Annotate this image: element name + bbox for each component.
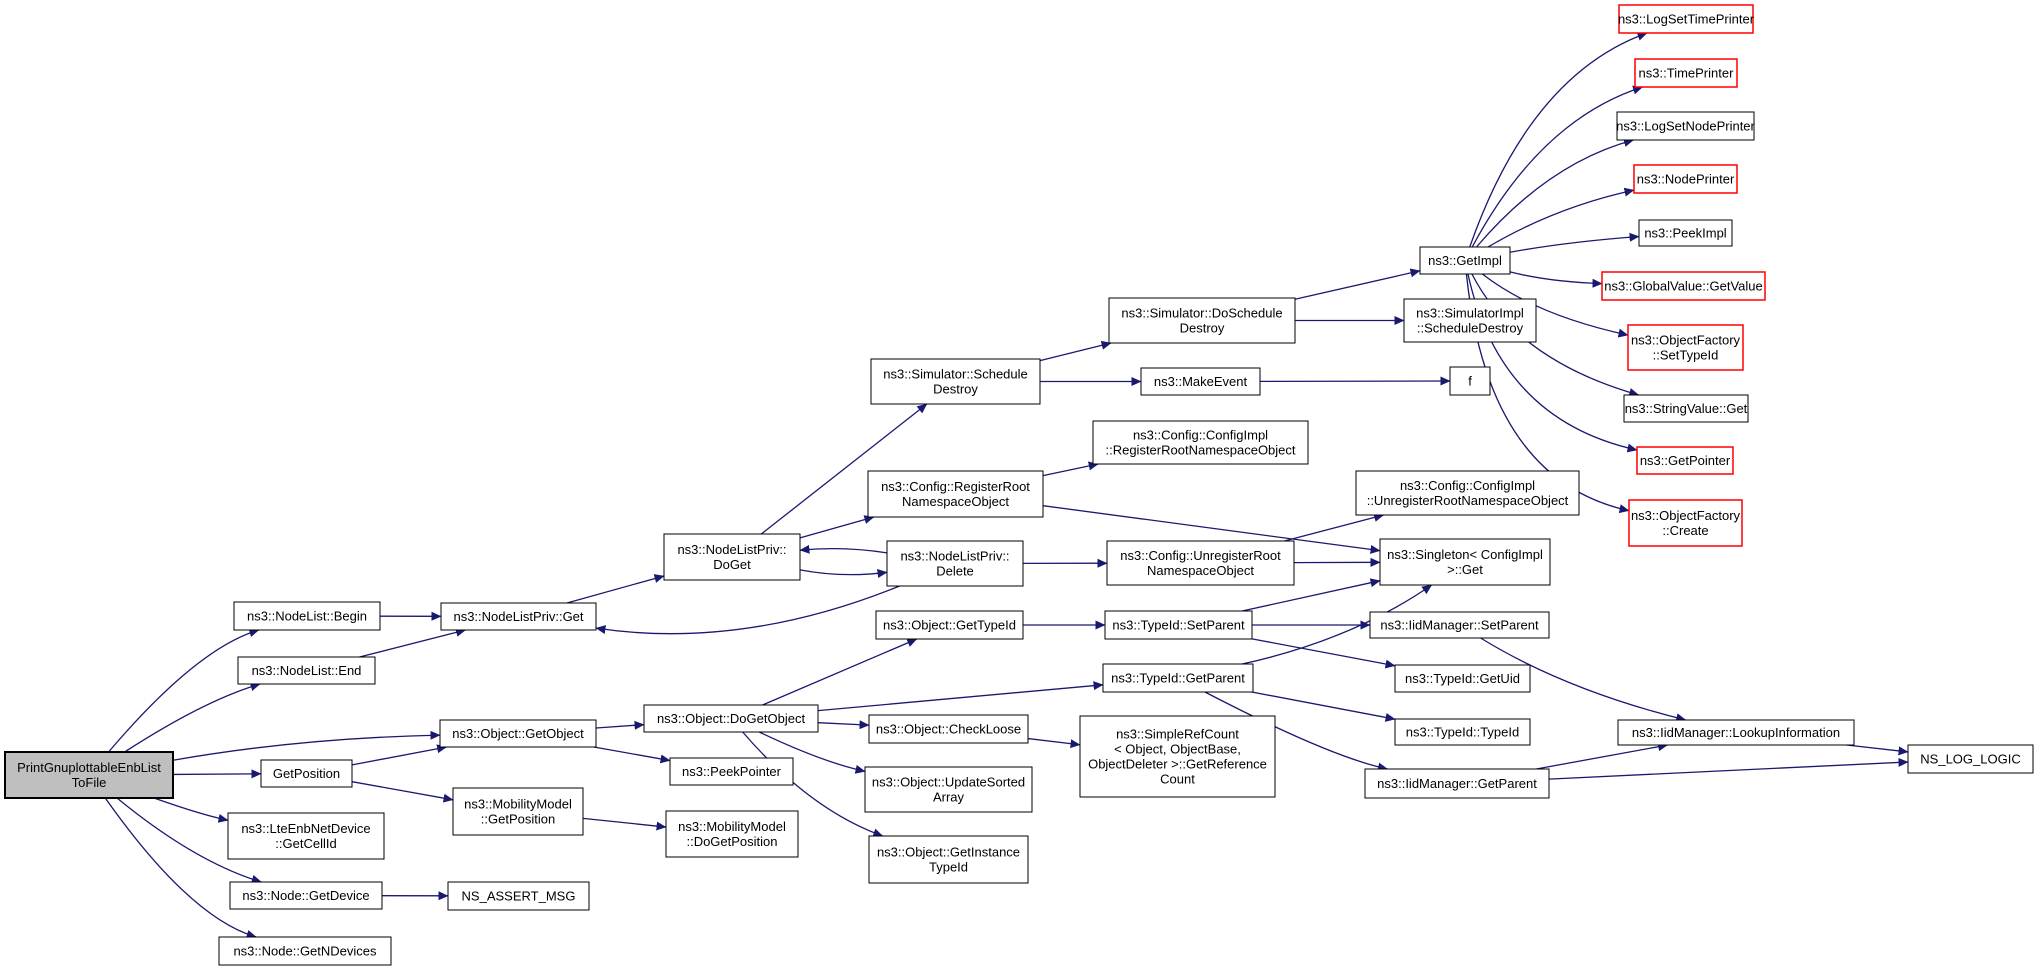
- edge-obj_checkloose-simplerefcount: [1028, 739, 1080, 745]
- edge-root-getposition: [173, 774, 261, 775]
- node-sim_doscheduledestroy-label-1: Destroy: [1179, 320, 1225, 336]
- node-simplerefcount-label-2: ObjectDeleter >::GetReference: [1088, 756, 1267, 772]
- node-typeid_getuid-label-0: ns3::TypeId::GetUid: [1405, 671, 1520, 686]
- node-getpointer[interactable]: [1637, 447, 1733, 474]
- edge-typeid_getparent-typeid_typeid: [1252, 692, 1395, 719]
- node-obj_gettypeid[interactable]: [876, 611, 1023, 639]
- node-simimpl_scheduledestroy-label-1: ::ScheduleDestroy: [1416, 320, 1524, 336]
- node-nlp_delete-label-1: Delete: [936, 563, 974, 579]
- node-obj_checkloose-label-0: ns3::Object::CheckLoose: [875, 721, 1022, 737]
- node-stringvalue_get-label-0: ns3::StringValue::Get: [1624, 401, 1748, 416]
- node-ns_assert_msg-label-0: NS_ASSERT_MSG: [461, 888, 576, 904]
- node-nlp_delete-label-0: ns3::NodeListPriv::: [900, 548, 1010, 564]
- node-singleton_get-label-0: ns3::Singleton< ConfigImpl: [1387, 547, 1543, 562]
- node-iid_lookupinfo[interactable]: [1618, 720, 1854, 745]
- node-singleton_get[interactable]: [1380, 539, 1550, 585]
- node-typeid_setparent-label-0: ns3::TypeId::SetParent: [1112, 617, 1245, 633]
- node-mm_dogetposition-label-1: ::DoGetPosition: [686, 834, 778, 849]
- node-typeid_typeid-label-0: ns3::TypeId::TypeId: [1405, 724, 1520, 740]
- node-nodelist_end[interactable]: [238, 657, 375, 684]
- node-ns_assert_msg[interactable]: [448, 882, 589, 910]
- node-objfactory_create-label-1: ::Create: [1662, 523, 1709, 538]
- node-objfactory_create[interactable]: [1629, 500, 1742, 546]
- node-mm_dogetposition[interactable]: [666, 811, 798, 857]
- node-typeid_getparent[interactable]: [1103, 664, 1253, 692]
- node-cfg_register-label-0: ns3::Config::RegisterRoot: [881, 479, 1030, 494]
- node-getcellid-label-1: ::GetCellId: [275, 836, 337, 851]
- node-obj_dogetobject-label-0: ns3::Object::DoGetObject: [656, 711, 806, 726]
- node-cfg_unregister-label-0: ns3::Config::UnregisterRoot: [1120, 548, 1281, 563]
- node-typeid_setparent[interactable]: [1105, 611, 1252, 639]
- node-timeprinter[interactable]: [1635, 59, 1737, 87]
- node-makeevent[interactable]: [1141, 368, 1260, 395]
- node-obj_getinstance-label-1: TypeId: [928, 859, 969, 875]
- node-obj_getinstance[interactable]: [869, 836, 1028, 883]
- edge-nodelist_end-nlp_get: [360, 630, 466, 657]
- node-peekimpl[interactable]: [1639, 220, 1732, 246]
- node-cfgimpl_register[interactable]: [1093, 421, 1308, 464]
- node-stringvalue_get[interactable]: [1624, 395, 1748, 422]
- edge-iid_lookupinfo-ns_log_logic: [1847, 745, 1908, 752]
- node-globalvalue_getvalue-label-0: ns3::GlobalValue::GetValue: [1604, 278, 1763, 294]
- edge-obj_getobject-obj_dogetobject: [596, 725, 644, 728]
- edge-mm_getposition-mm_dogetposition: [583, 818, 666, 827]
- node-logsettimeprinter-label-0: ns3::LogSetTimePrinter: [1617, 11, 1755, 27]
- edge-root-nodelist_end: [125, 684, 260, 752]
- edge-sim_doscheduledestroy-getimpl: [1295, 271, 1420, 300]
- edge-nlp_delete-nlp_doget: [800, 549, 887, 553]
- node-typeid_typeid[interactable]: [1395, 719, 1530, 745]
- node-sim_scheduledestroy-label-0: ns3::Simulator::Schedule: [883, 366, 1028, 382]
- node-nodelist_begin-label-0: ns3::NodeList::Begin: [247, 608, 367, 624]
- node-obj_updatesorted-label-0: ns3::Object::UpdateSorted: [871, 774, 1026, 790]
- node-obj_getinstance-label-0: ns3::Object::GetInstance: [876, 844, 1021, 860]
- node-cfg_unregister[interactable]: [1107, 541, 1294, 585]
- node-timeprinter-label-0: ns3::TimePrinter: [1638, 65, 1734, 81]
- node-root-label-0: PrintGnuplottableEnbList: [17, 760, 161, 775]
- node-root-label-1: ToFile: [71, 775, 107, 790]
- edge-typeid_setparent-typeid_getuid: [1252, 639, 1395, 666]
- node-obj_updatesorted-label-1: Array: [932, 789, 965, 805]
- node-cfgimpl_unregister[interactable]: [1356, 471, 1579, 515]
- node-obj_getobject-label-0: ns3::Object::GetObject: [452, 726, 584, 741]
- node-nlp_doget-label-1: DoGet: [713, 557, 751, 572]
- node-nlp_doget[interactable]: [664, 534, 800, 580]
- node-nodelist_begin[interactable]: [234, 602, 380, 630]
- node-obj_checkloose[interactable]: [869, 715, 1028, 743]
- node-mm_getposition-label-1: ::GetPosition: [480, 811, 556, 827]
- node-peekpointer-label-0: ns3::PeekPointer: [681, 764, 782, 779]
- node-nlp_delete[interactable]: [887, 541, 1023, 586]
- node-singleton_get-label-1: >::Get: [1447, 562, 1483, 577]
- edge-obj_getobject-peekpointer: [594, 747, 670, 761]
- node-nodelist_end-label-0: ns3::NodeList::End: [251, 663, 362, 678]
- node-ns_log_logic[interactable]: [1908, 745, 2033, 773]
- node-cfgimpl_unregister-label-0: ns3::Config::ConfigImpl: [1399, 478, 1536, 493]
- node-sim_scheduledestroy[interactable]: [871, 359, 1040, 404]
- node-obj_getobject[interactable]: [440, 720, 596, 747]
- edge-iid_getparent-iid_lookupinfo: [1536, 745, 1667, 769]
- node-cfg_register-label-1: NamespaceObject: [902, 494, 1009, 509]
- node-nodeprinter[interactable]: [1634, 165, 1737, 193]
- edge-nlp_doget-nlp_delete: [800, 570, 887, 575]
- node-iid_getparent-label-0: ns3::IidManager::GetParent: [1377, 776, 1537, 791]
- node-getimpl[interactable]: [1420, 247, 1510, 274]
- edge-nlp_get-nlp_doget: [567, 576, 664, 603]
- edge-sim_scheduledestroy-sim_doscheduledestroy: [1040, 343, 1111, 361]
- node-obj_dogetobject[interactable]: [644, 705, 818, 732]
- node-f-label-0: f: [1468, 373, 1472, 389]
- node-getcellid[interactable]: [228, 813, 384, 859]
- node-cfg_register[interactable]: [868, 471, 1043, 517]
- node-nlp_get[interactable]: [441, 603, 596, 630]
- node-cfgimpl_register-label-1: ::RegisterRootNamespaceObject: [1105, 442, 1296, 458]
- node-getposition-label-0: GetPosition: [272, 766, 341, 781]
- node-getpointer-label-0: ns3::GetPointer: [1639, 453, 1731, 468]
- edge-root-nodelist_begin: [109, 630, 259, 752]
- node-sim_scheduledestroy-label-1: Destroy: [933, 381, 978, 397]
- node-logsetnodeprinter-label-0: ns3::LogSetNodePrinter: [1616, 118, 1755, 134]
- node-iid_setparent-label-0: ns3::IidManager::SetParent: [1380, 617, 1539, 633]
- edge-cfg_register-cfgimpl_register: [1043, 464, 1098, 476]
- edge-iid_getparent-ns_log_logic: [1549, 762, 1908, 779]
- node-ns_log_logic-label-0: NS_LOG_LOGIC: [1920, 751, 2021, 767]
- node-getimpl-label-0: ns3::GetImpl: [1428, 253, 1502, 268]
- node-sim_doscheduledestroy-label-0: ns3::Simulator::DoSchedule: [1121, 305, 1283, 321]
- node-obj_gettypeid-label-0: ns3::Object::GetTypeId: [883, 617, 1016, 633]
- node-root: [5, 752, 173, 798]
- node-peekpointer[interactable]: [670, 758, 793, 785]
- edge-obj_dogetobject-obj_gettypeid: [763, 639, 917, 705]
- edge-root-getcellid: [154, 798, 228, 820]
- edge-cfg_unregister-cfgimpl_unregister: [1284, 515, 1383, 541]
- node-simplerefcount-label-3: Count: [1160, 771, 1195, 787]
- node-logsetnodeprinter[interactable]: [1616, 112, 1755, 140]
- node-makeevent-label-0: ns3::MakeEvent: [1153, 374, 1248, 389]
- node-iid_getparent[interactable]: [1365, 769, 1549, 798]
- edge-getimpl-globalvalue_getvalue: [1510, 272, 1602, 284]
- node-objfactory_settypeid[interactable]: [1628, 325, 1743, 370]
- node-simimpl_scheduledestroy-label-0: ns3::SimulatorImpl: [1416, 305, 1524, 321]
- node-objfactory_settypeid-label-1: ::SetTypeId: [1652, 347, 1719, 363]
- node-obj_updatesorted[interactable]: [865, 767, 1032, 812]
- node-mm_dogetposition-label-0: ns3::MobilityModel: [678, 819, 786, 834]
- node-peekimpl-label-0: ns3::PeekImpl: [1644, 225, 1727, 241]
- node-getcellid-label-0: ns3::LteEnbNetDevice: [241, 821, 371, 836]
- node-getndevices-label-0: ns3::Node::GetNDevices: [233, 943, 377, 959]
- edge-nlp_doget-cfg_register: [800, 517, 874, 538]
- node-iid_setparent[interactable]: [1370, 612, 1549, 638]
- edge-getimpl-logsetnodeprinter: [1476, 140, 1633, 247]
- node-globalvalue_getvalue[interactable]: [1602, 272, 1765, 300]
- node-getdevice[interactable]: [230, 882, 382, 909]
- node-objfactory_create-label-0: ns3::ObjectFactory: [1630, 508, 1741, 523]
- edge-getposition-obj_getobject: [352, 747, 447, 765]
- node-mm_getposition-label-0: ns3::MobilityModel: [464, 796, 572, 812]
- node-mm_getposition[interactable]: [453, 788, 583, 835]
- edge-nlp_delete-nlp_get: [596, 586, 900, 634]
- node-simplerefcount-label-0: ns3::SimpleRefCount: [1116, 726, 1239, 742]
- node-cfg_unregister-label-1: NamespaceObject: [1147, 563, 1254, 578]
- node-simplerefcount-label-1: < Object, ObjectBase,: [1114, 741, 1241, 757]
- node-logsettimeprinter[interactable]: [1618, 5, 1755, 33]
- node-iid_lookupinfo-label-0: ns3::IidManager::LookupInformation: [1631, 725, 1841, 740]
- edge-obj_dogetobject-obj_checkloose: [818, 723, 869, 725]
- node-getndevices[interactable]: [219, 937, 391, 965]
- node-simplerefcount[interactable]: [1080, 716, 1275, 797]
- node-nodeprinter-label-0: ns3::NodePrinter: [1636, 171, 1735, 187]
- node-cfgimpl_register-label-0: ns3::Config::ConfigImpl: [1132, 427, 1269, 443]
- node-typeid_getuid[interactable]: [1395, 665, 1530, 692]
- node-f[interactable]: [1450, 367, 1490, 395]
- node-simimpl_scheduledestroy[interactable]: [1404, 299, 1536, 342]
- edge-getimpl-peekimpl: [1510, 237, 1639, 253]
- edge-obj_dogetobject-typeid_getparent: [818, 685, 1103, 711]
- node-cfgimpl_unregister-label-1: ::UnregisterRootNamespaceObject: [1366, 493, 1569, 508]
- edge-getposition-mm_getposition: [352, 782, 453, 800]
- node-objfactory_settypeid-label-0: ns3::ObjectFactory: [1630, 332, 1741, 348]
- node-typeid_getparent-label-0: ns3::TypeId::GetParent: [1111, 670, 1245, 686]
- node-nlp_get-label-0: ns3::NodeListPriv::Get: [453, 609, 584, 624]
- node-sim_doscheduledestroy[interactable]: [1109, 298, 1295, 343]
- node-getposition[interactable]: [261, 760, 352, 787]
- node-nlp_doget-label-0: ns3::NodeListPriv::: [677, 542, 787, 557]
- node-getdevice-label-0: ns3::Node::GetDevice: [242, 888, 370, 903]
- edge-root-obj_getobject: [173, 735, 440, 760]
